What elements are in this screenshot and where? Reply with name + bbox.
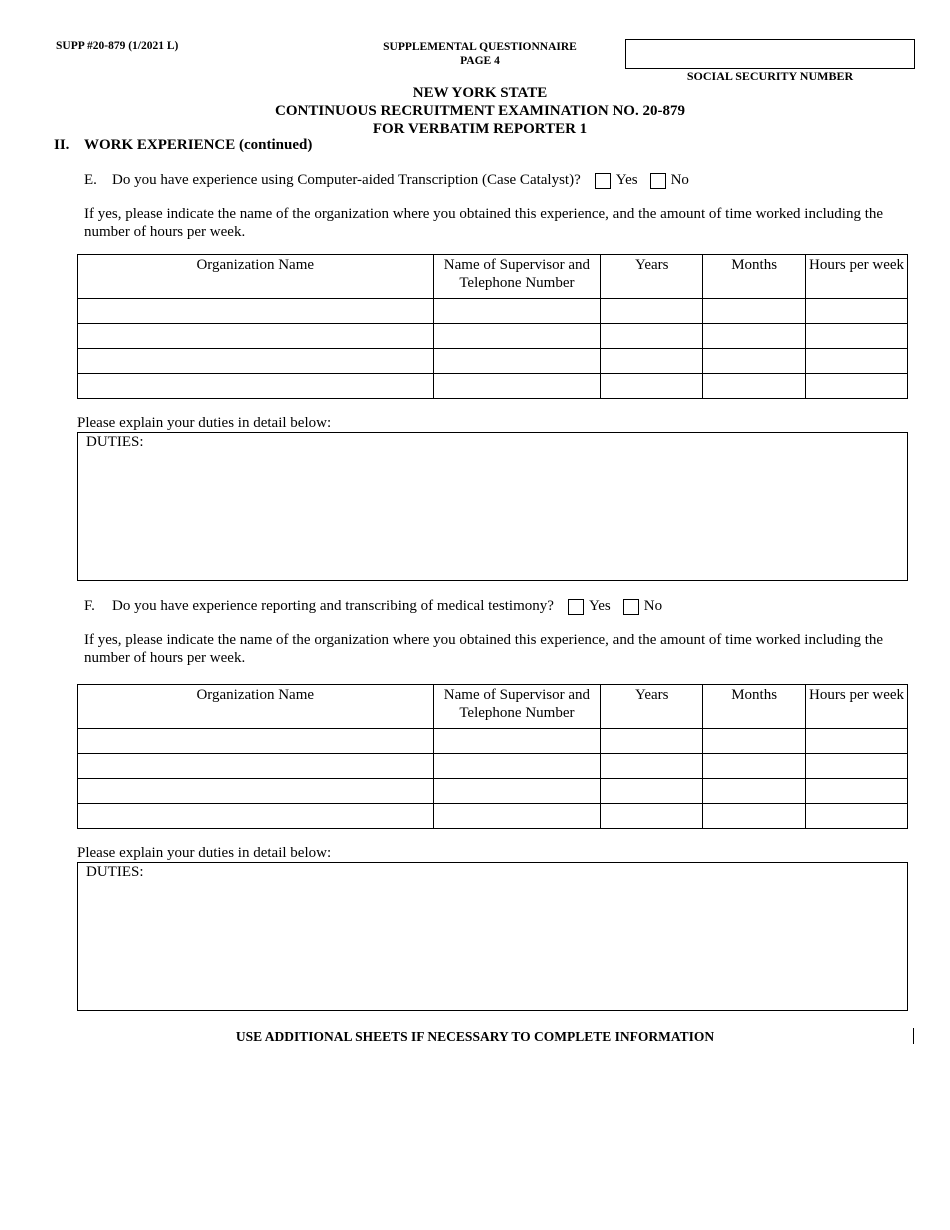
organization-cell[interactable] (78, 804, 434, 829)
hours-cell[interactable] (806, 804, 908, 829)
months-cell[interactable] (703, 374, 806, 399)
organization-cell[interactable] (78, 299, 434, 324)
years-cell[interactable] (601, 324, 703, 349)
question-letter: E. (84, 172, 97, 188)
header-supervisor: Name of Supervisor and Telephone Number (433, 255, 601, 299)
header-years: Years (601, 685, 703, 729)
hours-cell[interactable] (806, 729, 908, 754)
supervisor-cell[interactable] (433, 374, 601, 399)
organization-cell[interactable] (78, 754, 434, 779)
months-cell[interactable] (703, 299, 806, 324)
experience-table-e (77, 254, 908, 399)
months-cell[interactable] (703, 729, 806, 754)
years-cell[interactable] (601, 374, 703, 399)
experience-table-f (77, 684, 908, 829)
header-supervisor: Name of Supervisor and Telephone Number (433, 685, 601, 729)
yes-checkbox[interactable] (595, 173, 611, 189)
table-row (78, 349, 908, 374)
footer-note: USE ADDITIONAL SHEETS IF NECESSARY TO COMPLETE INFORMATION (235, 1029, 715, 1044)
header-years: Years (601, 255, 703, 299)
yes-label: Yes (588, 598, 611, 614)
question-text: Do you have experience reporting and transcribing of medical testimony? (112, 598, 554, 614)
organization-cell[interactable] (78, 779, 434, 804)
duties-textarea[interactable] (77, 432, 908, 581)
years-cell[interactable] (601, 299, 703, 324)
table-row (78, 374, 908, 399)
duties-label: DUTIES: (86, 434, 144, 450)
supervisor-cell[interactable] (433, 779, 601, 804)
organization-cell[interactable] (78, 729, 434, 754)
months-cell[interactable] (703, 324, 806, 349)
instruction-text: If yes, please indicate the name of the organization where you obtained this experience, and the amount of time worked including the number of hours per week. (84, 632, 884, 666)
table-row (78, 299, 908, 324)
months-cell[interactable] (703, 349, 806, 374)
table-header-row (78, 685, 908, 729)
explain-label: Please explain your duties in detail below: (77, 415, 332, 431)
supervisor-cell[interactable] (433, 804, 601, 829)
section-heading (54, 137, 312, 154)
no-label: No (670, 172, 689, 188)
table-row (78, 729, 908, 754)
years-cell[interactable] (601, 729, 703, 754)
margin-mark (913, 1028, 914, 1044)
page-number: PAGE 4 (460, 55, 500, 67)
ssn-label: SOCIAL SECURITY NUMBER (686, 69, 854, 83)
supervisor-cell[interactable] (433, 324, 601, 349)
hours-cell[interactable] (806, 324, 908, 349)
supervisor-cell[interactable] (433, 349, 601, 374)
no-checkbox[interactable] (650, 173, 666, 189)
table-row (78, 779, 908, 804)
months-cell[interactable] (703, 779, 806, 804)
question-e (84, 172, 689, 189)
question-f (84, 598, 662, 615)
form-id: SUPP #20-879 (1/2021 L) (56, 40, 179, 52)
section-number: II. (54, 137, 70, 153)
years-cell[interactable] (601, 754, 703, 779)
table-row (78, 324, 908, 349)
hours-cell[interactable] (806, 299, 908, 324)
table-row (78, 754, 908, 779)
header-organization: Organization Name (78, 685, 434, 729)
organization-cell[interactable] (78, 324, 434, 349)
duties-label: DUTIES: (86, 864, 144, 880)
header-hours: Hours per week (806, 685, 908, 729)
no-label: No (643, 598, 663, 614)
explain-label: Please explain your duties in detail below: (77, 845, 332, 861)
hours-cell[interactable] (806, 754, 908, 779)
header-months: Months (703, 255, 806, 299)
table-header-row (78, 255, 908, 299)
question-text: Do you have experience using Computer-aided Transcription (Case Catalyst)? (112, 172, 581, 188)
hours-cell[interactable] (806, 349, 908, 374)
title-state: NEW YORK STATE (412, 85, 548, 101)
years-cell[interactable] (601, 779, 703, 804)
years-cell[interactable] (601, 804, 703, 829)
supervisor-cell[interactable] (433, 299, 601, 324)
months-cell[interactable] (703, 804, 806, 829)
section-title: WORK EXPERIENCE (continued) (84, 137, 313, 153)
question-letter: F. (84, 598, 95, 614)
yes-checkbox[interactable] (568, 599, 584, 615)
title-exam: CONTINUOUS RECRUITMENT EXAMINATION NO. 20-879 (275, 103, 685, 119)
header-organization: Organization Name (78, 255, 434, 299)
ssn-input-box[interactable] (625, 39, 915, 69)
years-cell[interactable] (601, 349, 703, 374)
hours-cell[interactable] (806, 779, 908, 804)
header-months: Months (703, 685, 806, 729)
questionnaire-title: SUPPLEMENTAL QUESTIONNAIRE (383, 41, 577, 53)
yes-label: Yes (615, 172, 638, 188)
supervisor-cell[interactable] (433, 729, 601, 754)
supervisor-cell[interactable] (433, 754, 601, 779)
title-position: FOR VERBATIM REPORTER 1 (372, 121, 588, 137)
organization-cell[interactable] (78, 349, 434, 374)
header-hours: Hours per week (806, 255, 908, 299)
duties-textarea[interactable] (77, 862, 908, 1011)
hours-cell[interactable] (806, 374, 908, 399)
table-row (78, 804, 908, 829)
organization-cell[interactable] (78, 374, 434, 399)
months-cell[interactable] (703, 754, 806, 779)
no-checkbox[interactable] (623, 599, 639, 615)
instruction-text: If yes, please indicate the name of the organization where you obtained this experience, and the amount of time worked including the number of hours per week. (84, 206, 884, 240)
questionnaire-header (360, 40, 600, 68)
page-title (230, 84, 730, 138)
